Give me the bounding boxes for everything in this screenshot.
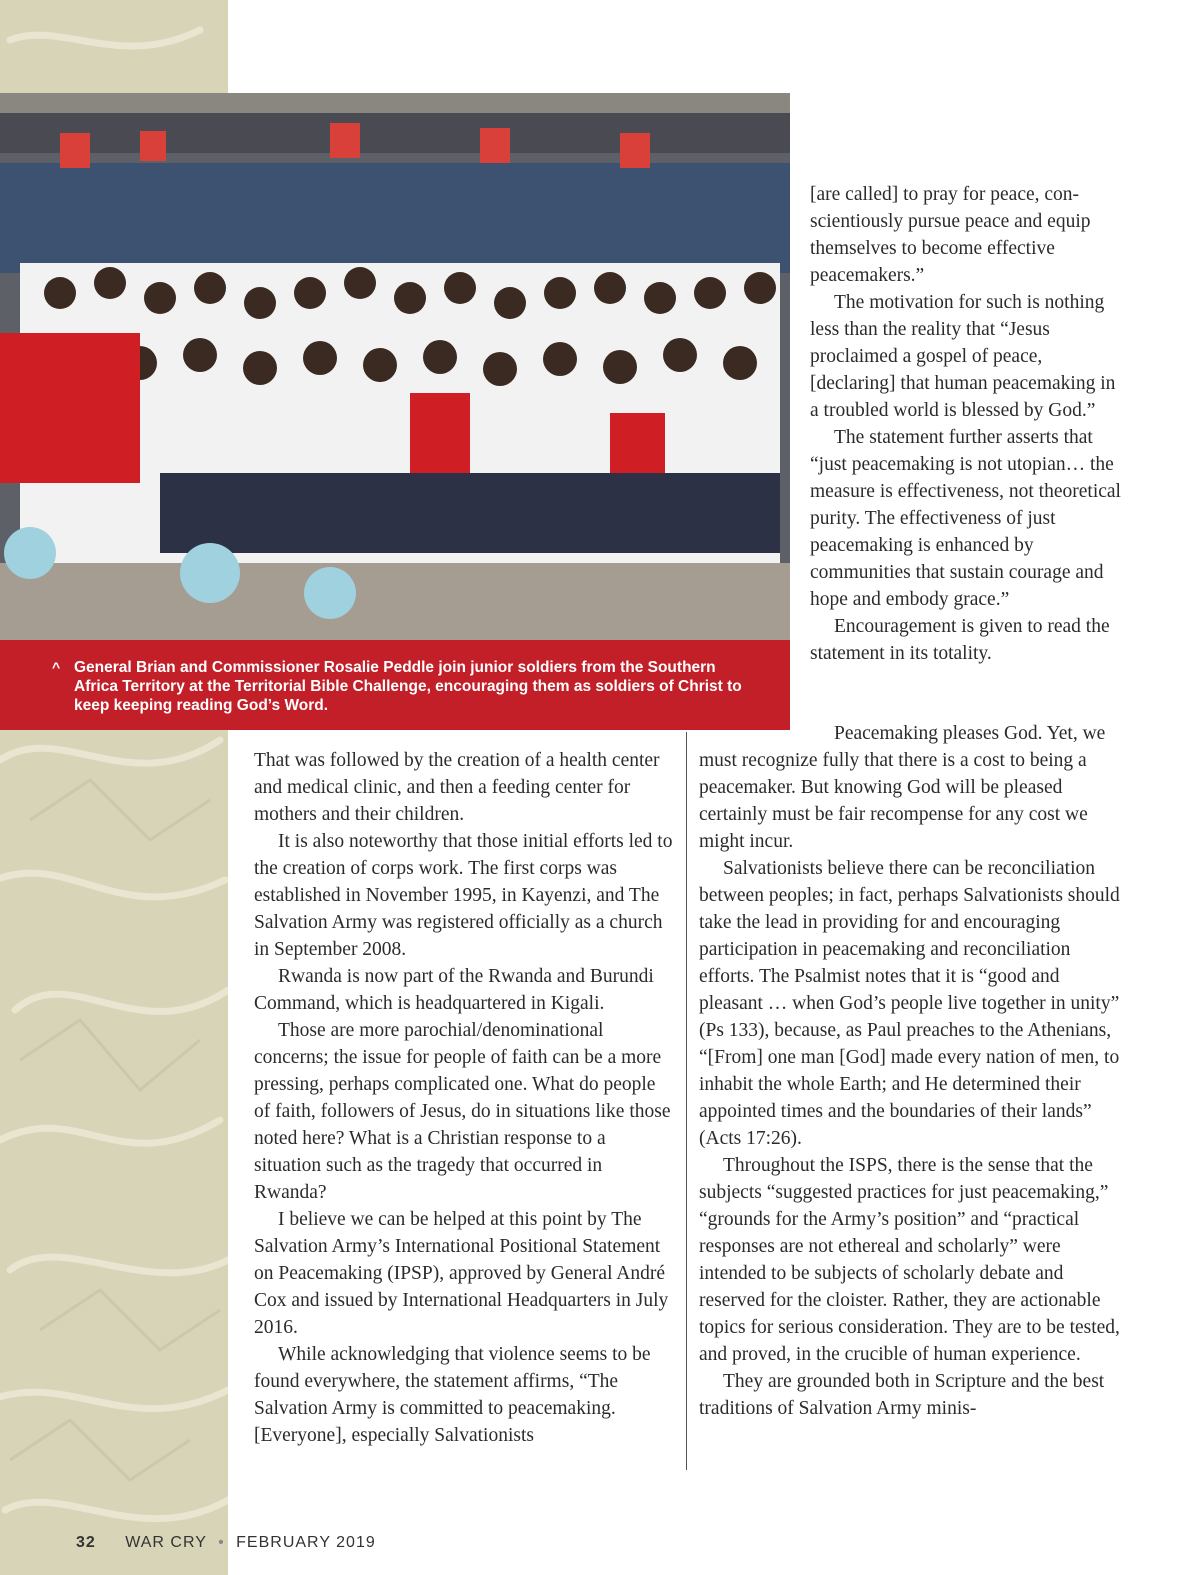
paragraph: They are grounded both in Scripture and the best traditions of Salvation Army minis- [699,1371,1105,1419]
column-divider [686,732,687,1470]
paragraph: Encouragement is given to read the statement in its totality. [810,616,1110,664]
publication-name: WAR CRY [125,1534,207,1551]
page-number: 32 [76,1534,96,1551]
paragraph: The statement further asserts that “just peacemaking is not utopian… the measure is effectiveness, not theoretical purity. The effectiveness of just peacemaking is enhanced by communities that sustain courage and hope and embody grace.” [810,427,1121,610]
paragraph: Those are more parochial/denominational concerns; the issue for people of faith can be a more pressing, perhaps complicated one. What do people of faith, followers of Jesus, do in situations like those noted here? What is a Christian response to a situation such as the tragedy that occurred in Rwanda? [254,1020,671,1203]
paragraph: Peacemaking pleases God. Yet, we must recognize fully that there is a cost to being a peacemaker. But knowing God will be pleased certainly must be fair recompense for any cost we might incur. [699,723,1106,852]
article-column-left [254,747,674,1449]
paragraph: [are called] to pray for peace, conscientiously pursue peace and equip themselves to become effective peacemakers.” [810,184,1091,286]
paragraph: Salvationists believe there can be reconciliation between peoples; in fact, perhaps Salvationists should take the lead in providing for and encouraging participation in peacemaking and reconciliation efforts. The Psalmist notes that it is “good and pleasant … when God’s people live together in unity” (Ps 133), because, as Paul preaches to the Athenians, “[From] one man [God] made every nation of men, to inhabit the whole Earth; and He determined their appointed times and the boundaries of their lands” (Acts 17:26). [699,858,1120,1149]
caption-arrow-icon: ^ [52,659,61,675]
paragraph: That was followed by the creation of a health center and medical clinic, and then a feeding center for mothers and their children. [254,750,660,825]
paragraph: I believe we can be helped at this point by The Salvation Army’s International Positional Statement on Peacemaking (IPSP), approved by General André Cox and issued by International Headquarters in July 2016. [254,1209,669,1338]
footer-separator: • [218,1534,225,1551]
caption-text: General Brian and Commissioner Rosalie Peddle join junior soldiers from the Southern Africa Territory at the Territorial Bible Challenge, encouraging them as soldiers of Christ to keep keeping reading God’s Word. [74,659,742,714]
paragraph: Rwanda is now part of the Rwanda and Burundi Command, which is headquartered in Kigali. [254,966,654,1014]
issue-date: FEBRUARY 2019 [236,1534,376,1551]
article-column-right-top [810,181,1125,667]
article-column-right [699,720,1124,1422]
paragraph: Throughout the ISPS, there is the sense that the subjects “suggested practices for just peacemaking,” “grounds for the Army’s position” and “practical responses are not ethereal and scholarly” were intended to be subjects of scholarly debate and reserved for the cloister. Rather, they are actionable topics for serious consideration. They are to be tested, and proved, in the crucible of human experience. [699,1155,1120,1365]
group-photo [0,93,790,640]
paragraph: The motivation for such is nothing less than the reality that “Jesus proclaimed a gospel of peace, [declaring] that human peacemaking in a troubled world is blessed by God.” [810,292,1116,421]
photo-caption [0,640,790,730]
photo-icon [0,93,790,640]
paragraph: While acknowledging that violence seems to be found everywhere, the statement affirms, “The Salvation Army is committed to peacemaking. [Everyone], especially Salvationists [254,1344,651,1446]
paragraph: It is also noteworthy that those initial efforts led to the creation of corps work. The first corps was established in November 1995, in Kayenzi, and The Salvation Army was registered officially as a church in September 2008. [254,831,673,960]
page-footer [76,1534,376,1552]
